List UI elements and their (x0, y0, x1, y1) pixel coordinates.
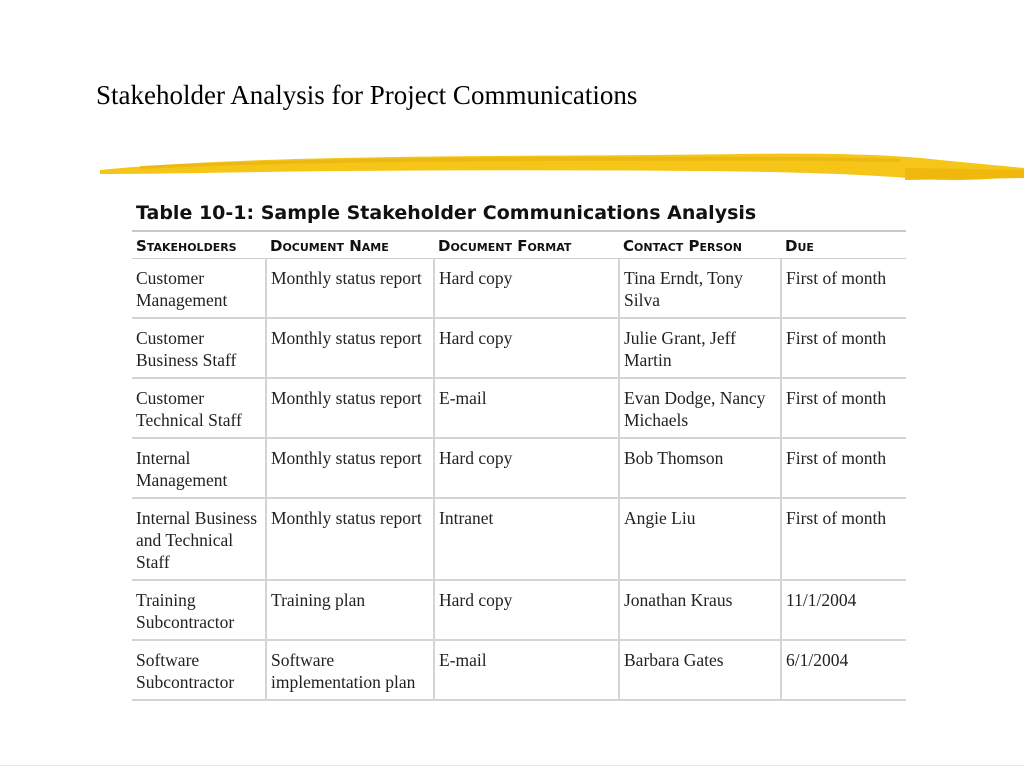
header-contact-person: Contact Person (619, 231, 781, 259)
cell-document-name: Monthly status report (266, 498, 434, 580)
table-header-row (132, 231, 906, 259)
cell-stakeholders: Software Subcontractor (132, 640, 266, 700)
cell-due: First of month (781, 259, 906, 319)
cell-contact-person: Bob Thomson (619, 438, 781, 498)
cell-due: First of month (781, 318, 906, 378)
cell-contact-person: Evan Dodge, Nancy Michaels (619, 378, 781, 438)
table-caption: Table 10-1: Sample Stakeholder Communications Analysis (136, 202, 757, 224)
header-document-name: Document Name (266, 231, 434, 259)
cell-document-format: Hard copy (434, 259, 619, 319)
cell-contact-person: Barbara Gates (619, 640, 781, 700)
cell-document-name: Monthly status report (266, 378, 434, 438)
cell-document-format: Hard copy (434, 318, 619, 378)
cell-due: First of month (781, 438, 906, 498)
stakeholder-communications-table (132, 230, 906, 701)
table-row (132, 498, 906, 580)
cell-document-name: Training plan (266, 580, 434, 640)
table-row (132, 378, 906, 438)
cell-document-name: Monthly status report (266, 259, 434, 319)
cell-document-name: Monthly status report (266, 318, 434, 378)
header-document-format: Document Format (434, 231, 619, 259)
slide-title: Stakeholder Analysis for Project Communications (96, 80, 638, 110)
cell-due: 11/1/2004 (781, 580, 906, 640)
cell-document-format: Intranet (434, 498, 619, 580)
footer-divider (0, 765, 1024, 766)
header-stakeholders: Stakeholders (132, 231, 266, 259)
cell-document-format: Hard copy (434, 438, 619, 498)
cell-contact-person: Julie Grant, Jeff Martin (619, 318, 781, 378)
cell-due: First of month (781, 498, 906, 580)
cell-due: 6/1/2004 (781, 640, 906, 700)
cell-document-format: E-mail (434, 640, 619, 700)
cell-stakeholders: Customer Management (132, 259, 266, 319)
cell-stakeholders: Customer Business Staff (132, 318, 266, 378)
table-row (132, 318, 906, 378)
table-row (132, 580, 906, 640)
header-due: Due (781, 231, 906, 259)
cell-stakeholders: Internal Business and Technical Staff (132, 498, 266, 580)
cell-contact-person: Angie Liu (619, 498, 781, 580)
cell-contact-person: Tina Erndt, Tony Silva (619, 259, 781, 319)
cell-stakeholders: Training Subcontractor (132, 580, 266, 640)
table-row (132, 438, 906, 498)
cell-document-name: Monthly status report (266, 438, 434, 498)
brush-stroke-tail (905, 168, 1024, 180)
cell-document-name: Software implementation plan (266, 640, 434, 700)
cell-stakeholders: Customer Technical Staff (132, 378, 266, 438)
cell-contact-person: Jonathan Kraus (619, 580, 781, 640)
cell-document-format: Hard copy (434, 580, 619, 640)
cell-document-format: E-mail (434, 378, 619, 438)
table-row (132, 259, 906, 319)
yellow-brush-stroke (100, 146, 1024, 186)
cell-stakeholders: Internal Management (132, 438, 266, 498)
table-row (132, 640, 906, 700)
cell-due: First of month (781, 378, 906, 438)
